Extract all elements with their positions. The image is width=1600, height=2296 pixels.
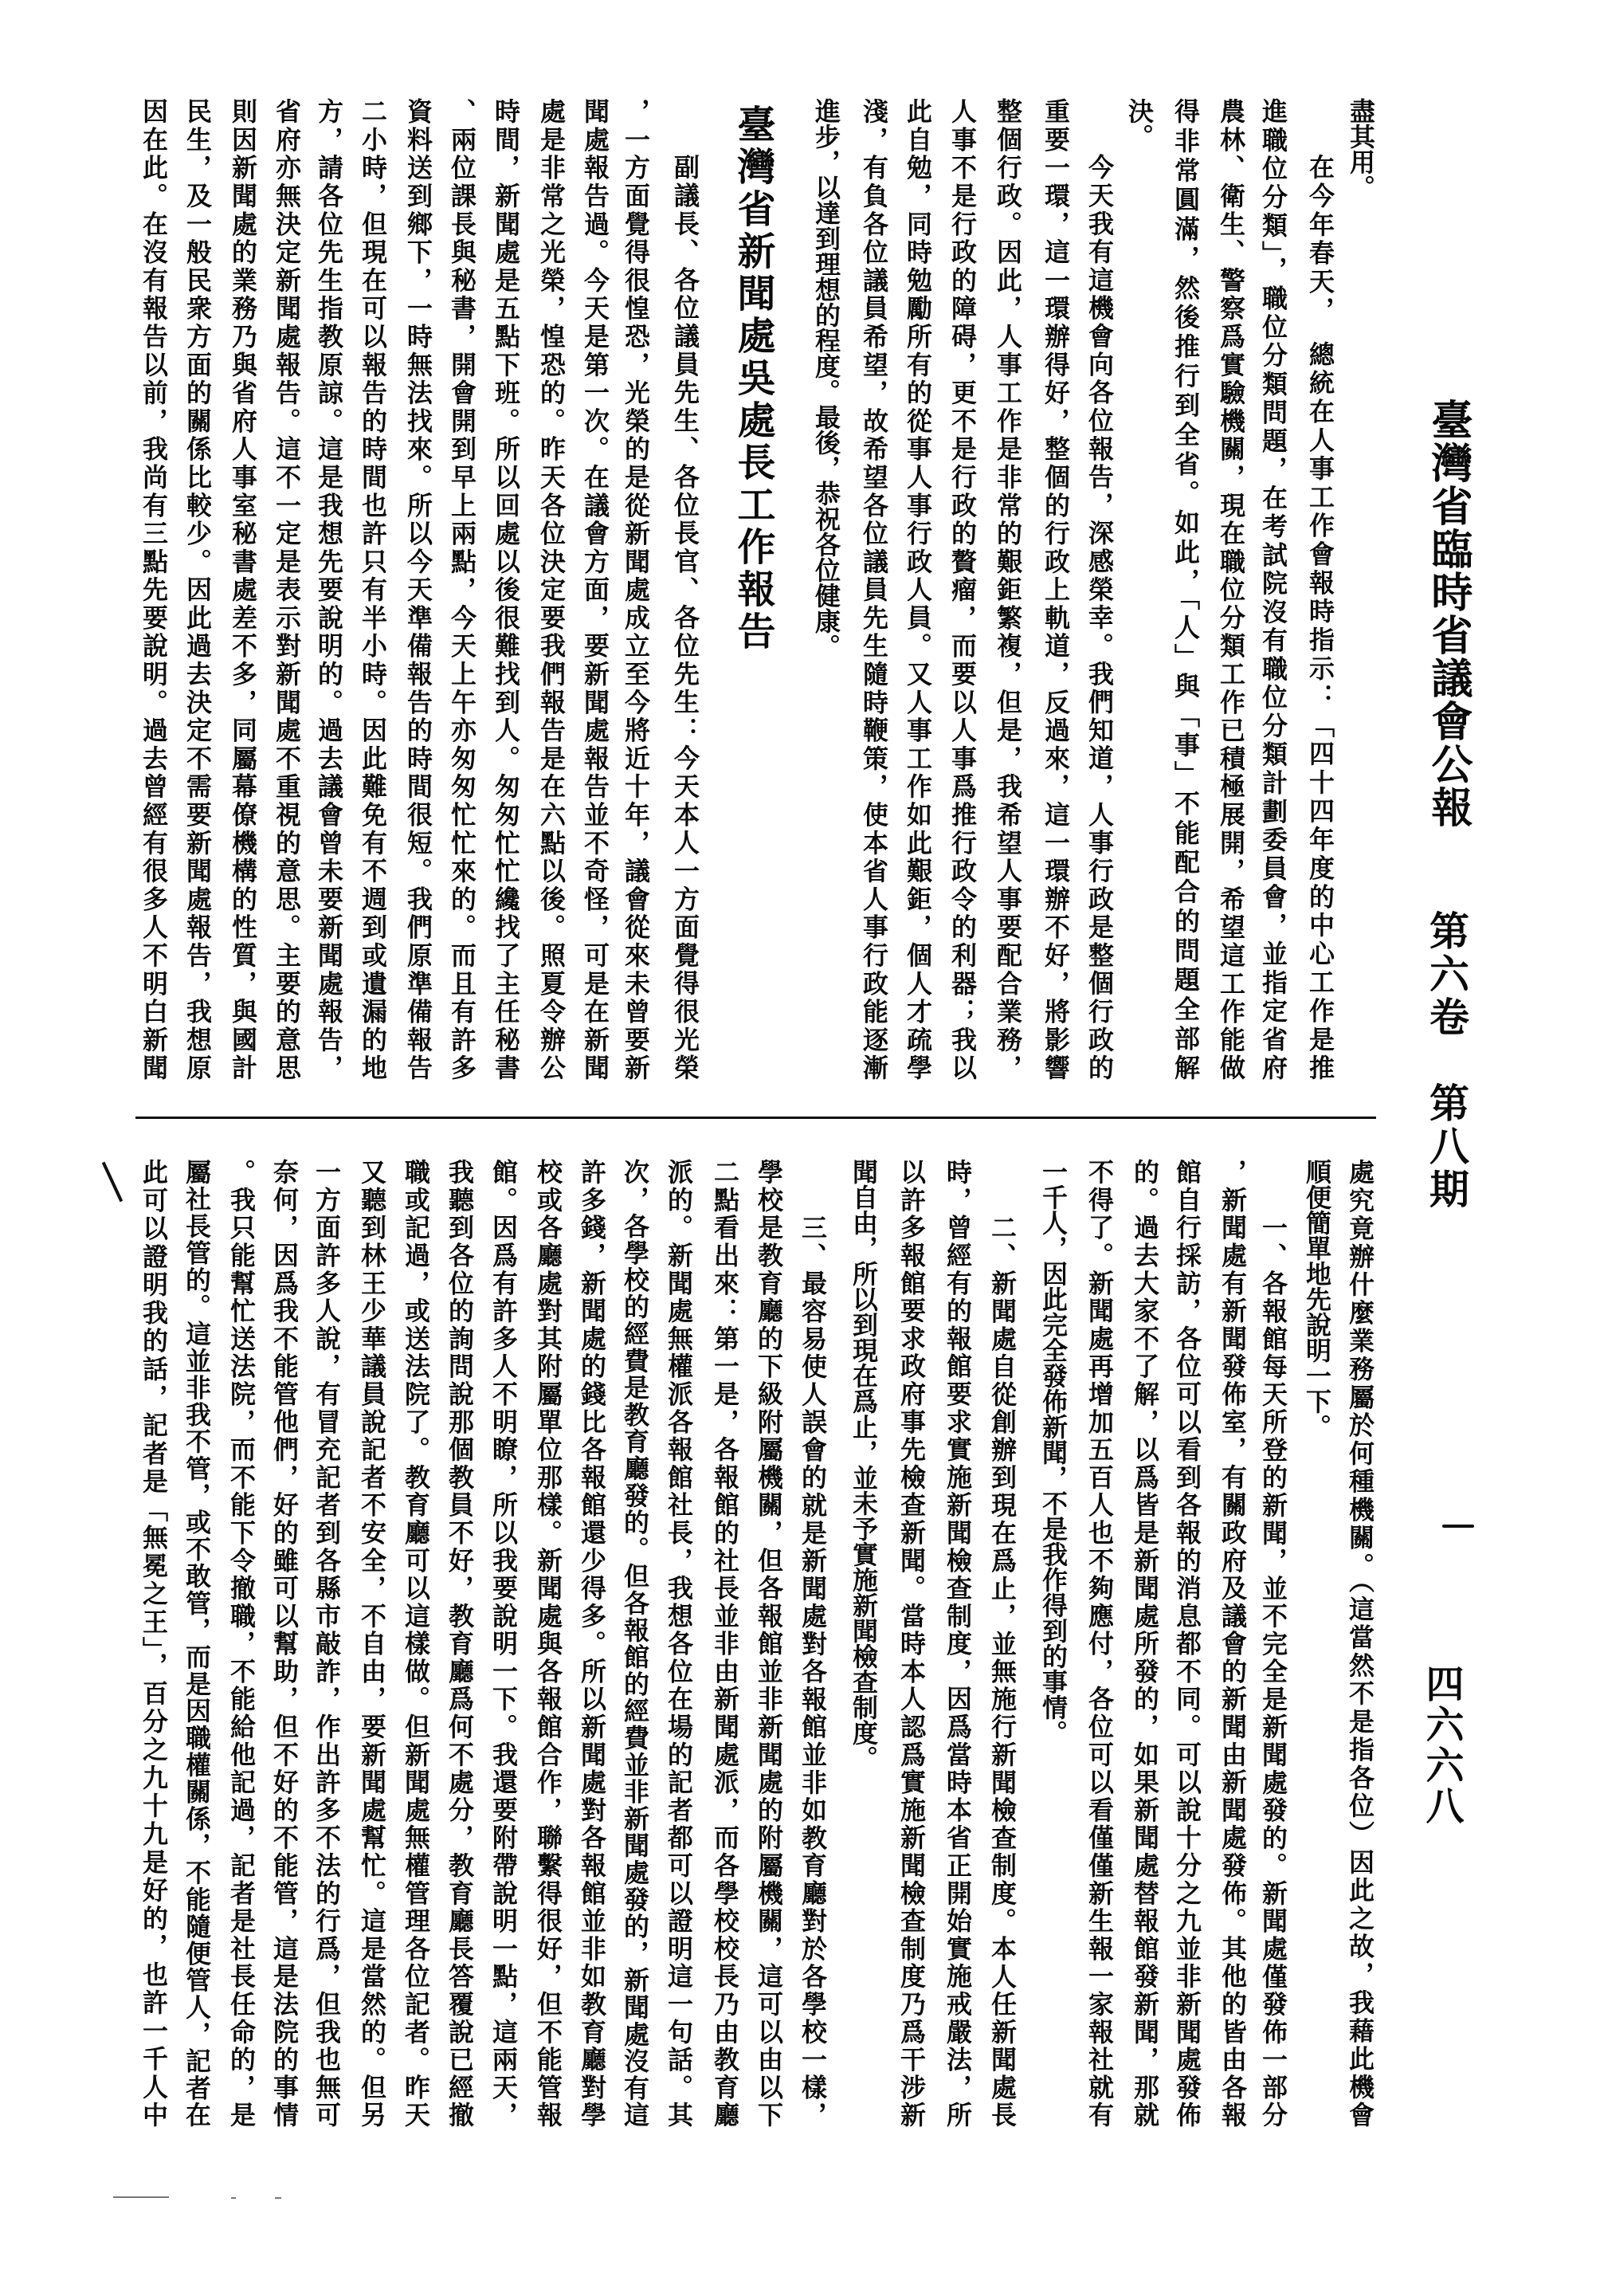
text-column: 時間，新聞處是五點下班。所以回處以後很難找到人。匆匆忙忙纔找了主任秘書 <box>491 98 521 1080</box>
text-column: 學校是教育廳的下級附屬機關，但各報館並非新聞處的附屬機關，這可以由以下 <box>754 1159 784 2127</box>
text-column: 人事不是行政的障碍，更不是行政的贅瘤，而要以人事爲推行政令的利器；我以 <box>947 98 978 1080</box>
text-column: 不得了。新聞處再增加五百人也不夠應付，各位可以看僅僅新生報一家報社就有 <box>1084 1159 1115 2127</box>
volume-label: 第六卷 <box>1423 910 1470 1039</box>
scan-mark <box>113 2196 169 2198</box>
scan-mark <box>102 1162 123 1203</box>
text-column: 淺，有負各位議員希望，故希望各位議員先生隨時鞭策，使本省人事行政能逐漸 <box>859 98 889 1080</box>
text-column: 省府亦無決定新聞處報告。這不一定是表示對新聞處不重視的意思。主要的意思 <box>272 98 302 1080</box>
text-column: 今天我有這機會向各位報告，深感榮幸。我們知道，人事行政是整個行政的 <box>1084 154 1115 1080</box>
gazette-title: 臺灣省臨時省議會公報 <box>1424 398 1473 829</box>
text-column: 二小時，但現在可以報告的時間也許只有半小時。因此難免有不週到或遺漏的地 <box>358 98 388 1080</box>
page-number: 四六六八 <box>1419 1664 1464 1827</box>
text-column: 三、最容易使人誤會的就是新聞處對各報館並非如教育廳對於各學校一樣， <box>798 1215 828 2127</box>
scan-mark <box>275 2197 281 2199</box>
text-column: 。我只能幫忙送法院，而不能下令撤職，不能給他記過，記者是社長任命的，是 <box>226 1159 257 2127</box>
text-column: 一、各報館每天所登的新聞，並不完全是新聞處發的。新聞處僅發佈一部分 <box>1258 1215 1288 2127</box>
text-column: 重要一環，這一環辦得好，整個的行政上軌道，反過來，這一環辦不好，將影響 <box>1041 98 1071 1080</box>
text-column: 聞自由，所以到現在爲止，並未予實施新聞檢查制度。 <box>849 1159 879 1771</box>
text-column: 因在此。在沒有報告以前，我尚有三點先要說明。過去曾經有很多人不明白新聞 <box>139 98 169 1080</box>
text-column: 又聽到林王少華議員說記者不安全，不自由，要新聞處幫忙。這是當然的。但另 <box>357 1159 387 2127</box>
issue-label: 第八期 <box>1423 1082 1470 1211</box>
page-number-dash <box>1442 1525 1474 1528</box>
text-column: 進步，以達到理想的程度。最後，恭祝各位健康。 <box>811 98 841 659</box>
text-column: 聞處報告過。今天是第一次。在議會方面，要新聞處報告並不奇怪，可是在新聞 <box>580 98 610 1080</box>
text-column: 處是非常之光榮，惶恐的。昨天各位決定要我們報告是在六點以後。照夏令辦公 <box>536 98 567 1080</box>
text-column: 我聽到各位的詢問說那個教員不好，教育廳爲何不處分，教育廳長答覆說已經撤 <box>445 1159 475 2127</box>
text-column: 決。 <box>1124 98 1155 149</box>
text-column: 二點看出來：第一是，各報館的社長並非由新聞處派，而各學校校長乃由教育廳 <box>710 1159 740 2127</box>
report-title: 臺灣省新聞處吳處長工作報告 <box>731 104 775 653</box>
section-divider <box>135 1117 1376 1119</box>
text-column: 副議長、各位議員先生、各位長官、各位先生：今天本人一方面覺得很光榮 <box>670 154 700 1080</box>
text-column: 一千人，因此完全發佈新聞，不是我作得到的事情。 <box>1038 1159 1069 1745</box>
text-column: 館。因爲有許多人不明瞭，所以我要說明一下。我還要附帶說明一點，這兩天， <box>488 1159 519 2127</box>
text-column: 校或各廳處對其附屬單位那樣。新聞處與各報館合作，聯繫得很好，但不能管報 <box>533 1159 563 2127</box>
text-column: ，新聞處有新聞發佈室，有關政府及議會的新聞由新聞處發佈。其他的皆由各報 <box>1218 1159 1248 2127</box>
text-column: 時，曾經有的報館要求實施新聞檢查制度，因爲當時本省正開始實施戒嚴法，所 <box>943 1159 973 2127</box>
text-column: 此可以證明我的話，記者是「無冕之王」，百分之九十九是好的，也許一千人中 <box>139 1159 169 2127</box>
text-column: 處究竟辦什麼業務屬於何種機關。（這當然不是指各位）因此之故，我藉此機會 <box>1345 1159 1375 2127</box>
text-column: 一方面許多人說，有冒充記者到各縣市敲詐，作出許多不法的行爲，但我也無可 <box>312 1159 342 2127</box>
text-column: 派的。新聞處無權派各報館社長，我想各位在場的記者都可以證明這一句話。其 <box>664 1159 694 2127</box>
text-column: 農林、衛生、警察爲實驗機關，現在職位分類工作已積極展開，希望這工作能做 <box>1216 98 1246 1080</box>
text-column: 方，請各位先生指教原諒。這是我想先要說明的。過去議會曾未要新聞處報告， <box>314 98 344 1080</box>
text-column: 職或記過，或送法院了。教育廳可以這樣做。但新聞處無權管理各位記者。昨天 <box>401 1159 431 2127</box>
text-column: 的。過去大家不了解，以爲皆是新聞處所發的，如果新聞處替報館發新聞，那就 <box>1130 1159 1160 2127</box>
text-column: 進職位分類」，職位分類問題，在考試院沒有職位分類計劃委員會，並指定省府 <box>1258 98 1288 1080</box>
text-column: 屬社長管的。這並非我不管，或不敢管，而是因職權關係，不能隨便管人，記者在 <box>182 1159 212 2127</box>
text-column: ，一方面覺得很惶恐，光榮的是從新聞處成立至今將近十年，議會從來未曾要新 <box>621 98 651 1080</box>
text-column: 盡其用。 <box>1346 98 1376 200</box>
text-column: 此自勉，同時勉勵所有的從事人事行政人員。又人事工作如此艱鉅，個人才疏學 <box>903 98 933 1080</box>
text-column: 、兩位課長與秘書，開會開到早上兩點，今天上午亦匆匆忙忙來的。而且有許多 <box>447 98 477 1080</box>
text-column: 在今年春天， 總統在人事工作會報時指示：「四十四年度的中心工作是推 <box>1305 154 1335 1080</box>
text-column: 二、新聞處自從創辦到現在爲止，並無施行新聞檢查制度。本人任新聞處長 <box>987 1215 1018 2127</box>
text-column: 次，各學校的經費是教育廳發的。但各報館的經費並非新聞處發的，新聞處沒有這 <box>620 1159 650 2127</box>
text-column: 民生，及一般民衆方面的關係比較少。因此過去決定不需要新聞處報告，我想原 <box>182 98 213 1080</box>
text-column: 順便簡單地先說明一下。 <box>1302 1159 1332 1439</box>
text-column: 奈何，因爲我不能管他們，好的雖可以幫助，但不好的不能管，這是法院的事情 <box>269 1159 300 2127</box>
text-column: 許多錢，新聞處的錢比各報館還少得多。所以新聞處對各報館並非如教育廳對學 <box>577 1159 607 2127</box>
text-column: 以許多報館要求政府事先檢查新聞。當時本人認爲實施新聞檢查制度乃爲干涉新 <box>896 1159 927 2127</box>
text-column: 整個行政。因此，人事工作是非常的艱鉅繁複，但是，我希望人事要配合業務， <box>993 98 1023 1080</box>
text-column: 則因新聞處的業務乃與省府人事室秘書處差不多，同屬幕僚機構的性質，與國計 <box>228 98 258 1080</box>
text-column: 館自行採訪，各位可以看到各報的消息都不同。可以說十分之九並非新聞處發佈 <box>1172 1159 1202 2127</box>
scan-mark <box>231 2197 236 2199</box>
text-column: 資料送到鄉下，一時無法找來。所以今天準備報告的時間很短。我們原準備報告 <box>403 98 433 1080</box>
text-column: 得非常圓滿，然後推行到全省。如此，「人」與「事」不能配合的問題全部解 <box>1171 98 1201 1080</box>
